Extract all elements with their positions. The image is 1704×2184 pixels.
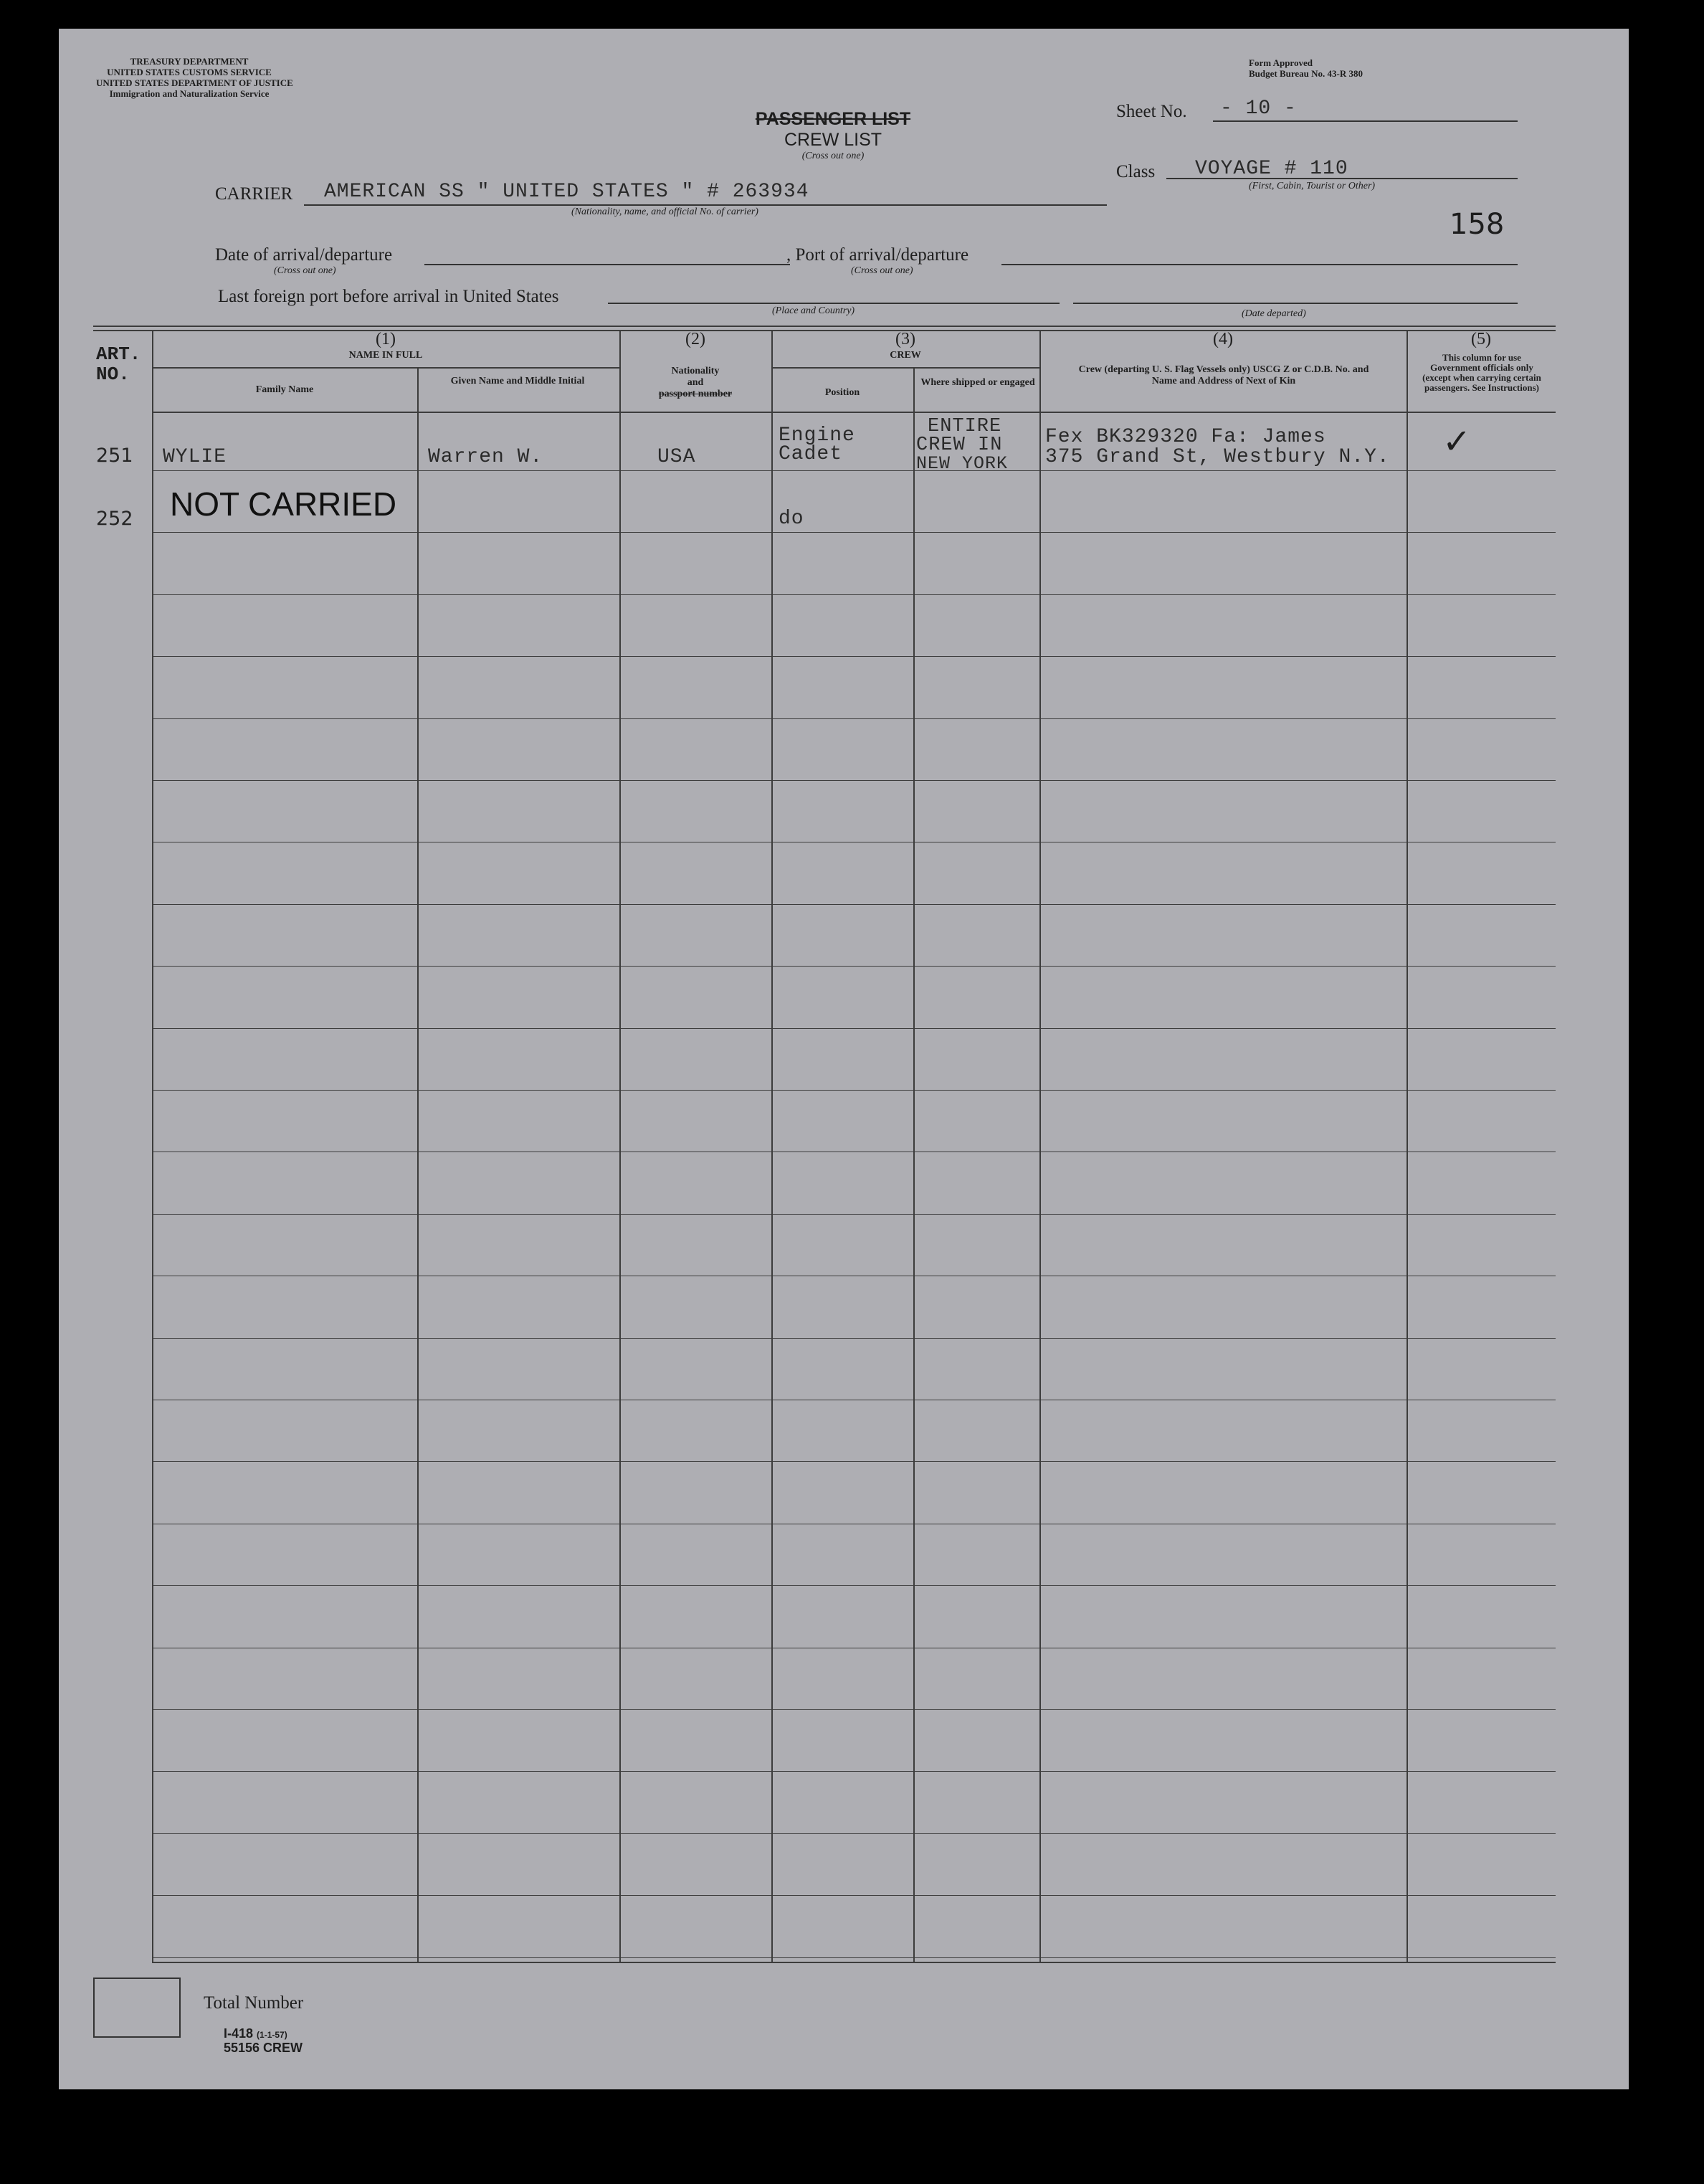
col2-title-line: passport number bbox=[658, 389, 733, 399]
row-rule bbox=[152, 1338, 1556, 1339]
row-rule bbox=[152, 1771, 1556, 1772]
art-number: 252 bbox=[96, 508, 133, 530]
col5-number: (5) bbox=[1471, 330, 1491, 348]
agency-line: Immigration and Naturalization Service bbox=[109, 88, 270, 99]
carrier-label: CARRIER bbox=[215, 184, 293, 204]
col2-title bbox=[619, 366, 771, 400]
row-rule bbox=[152, 532, 1556, 533]
row-rule bbox=[152, 594, 1556, 595]
row-rule bbox=[152, 718, 1556, 719]
last-port-date-note: (Date departed) bbox=[1242, 308, 1306, 319]
position-header: Position bbox=[824, 387, 860, 398]
port-label: , Port of arrival/departure bbox=[786, 245, 969, 265]
approval-line: Form Approved bbox=[1249, 57, 1313, 68]
row-rule bbox=[152, 1090, 1556, 1091]
col3-number: (3) bbox=[895, 330, 915, 348]
col2-number: (2) bbox=[685, 330, 705, 348]
class-label: Class bbox=[1116, 162, 1156, 181]
approval-line: Budget Bureau No. 43-R 380 bbox=[1249, 68, 1363, 79]
where-shipped-cell: ENTIRE bbox=[928, 416, 1002, 437]
row-rule bbox=[152, 1585, 1556, 1586]
form-id: I-418 bbox=[224, 2026, 254, 2041]
row-rule bbox=[152, 904, 1556, 905]
nationality-cell: USA bbox=[657, 446, 696, 468]
col4-number: (4) bbox=[1213, 330, 1233, 348]
page-number: 158 bbox=[1450, 208, 1505, 241]
total-number-label: Total Number bbox=[204, 1993, 304, 2013]
form-date: (1-1-57) bbox=[257, 2030, 287, 2040]
carrier-value: AMERICAN SS " UNITED STATES " # 263934 bbox=[324, 181, 809, 203]
class-value: VOYAGE # 110 bbox=[1195, 158, 1348, 180]
form-title bbox=[733, 109, 933, 162]
form-number bbox=[224, 2026, 287, 2041]
row-rule bbox=[152, 1895, 1556, 1896]
col2-title-line: and bbox=[687, 377, 704, 388]
sheet-label: Sheet No. bbox=[1116, 102, 1187, 121]
row-rule bbox=[152, 656, 1556, 657]
col5-title: This column for use Government officials only (except when carrying certain passengers. See Instructions) bbox=[1422, 352, 1541, 393]
sheet-value: - 10 - bbox=[1220, 98, 1297, 120]
col1-number: (1) bbox=[376, 330, 396, 348]
agency-line: UNITED STATES DEPARTMENT OF JUSTICE bbox=[96, 77, 293, 88]
row-rule bbox=[152, 966, 1556, 967]
next-of-kin-cell: 375 Grand St, Westbury N.Y. bbox=[1045, 446, 1390, 468]
row-rule bbox=[152, 1214, 1556, 1215]
col2-title-line: Nationality bbox=[671, 366, 720, 376]
date-note: (Cross out one) bbox=[274, 265, 336, 276]
col1-title: NAME IN FULL bbox=[348, 350, 423, 361]
last-port-label: Last foreign port before arrival in United States bbox=[218, 287, 559, 306]
date-label: Date of arrival/departure bbox=[215, 245, 393, 265]
where-shipped-cell: CREW IN bbox=[916, 435, 1003, 456]
crew-list-title: CREW LIST bbox=[784, 130, 882, 150]
row-rule bbox=[152, 1833, 1556, 1834]
row-rule bbox=[152, 1028, 1556, 1029]
art-no-header: ART. NO. bbox=[96, 343, 141, 385]
carrier-note: (Nationality, name, and official No. of carrier) bbox=[571, 206, 758, 217]
given-name-header: Given Name and Middle Initial bbox=[450, 376, 585, 386]
passenger-list-title: PASSENGER LIST bbox=[755, 109, 911, 129]
title-note: (Cross out one) bbox=[801, 151, 865, 161]
form-sheet bbox=[59, 29, 1629, 2089]
agency-line: TREASURY DEPARTMENT bbox=[130, 56, 249, 67]
total-number-box bbox=[93, 1978, 181, 2038]
next-of-kin-cell: Fex BK329320 Fa: James bbox=[1045, 426, 1326, 448]
not-carried-stamp: NOT CARRIED bbox=[170, 485, 397, 523]
row-rule bbox=[152, 1461, 1556, 1462]
agency-line: UNITED STATES CUSTOMS SERVICE bbox=[107, 67, 272, 77]
check-mark: ✓ bbox=[1442, 422, 1472, 462]
where-shipped-cell: NEW YORK bbox=[916, 453, 1009, 474]
col3-title: CREW bbox=[890, 350, 921, 361]
position-cell: do bbox=[779, 508, 804, 530]
position-cell: Cadet bbox=[779, 443, 843, 465]
class-note: (First, Cabin, Tourist or Other) bbox=[1249, 181, 1376, 191]
where-shipped-header: Where shipped or engaged bbox=[920, 377, 1035, 388]
row-rule bbox=[152, 780, 1556, 781]
family-name-header: Family Name bbox=[255, 384, 314, 395]
last-port-place-note: (Place and Country) bbox=[772, 305, 855, 316]
row-rule bbox=[152, 1709, 1556, 1710]
agency-block bbox=[96, 56, 293, 99]
form-code: 55156 CREW bbox=[224, 2041, 303, 2055]
position-cell: Engine bbox=[779, 424, 855, 447]
given-name-cell: Warren W. bbox=[428, 446, 543, 468]
row-rule bbox=[152, 1957, 1556, 1958]
family-name-cell: WYLIE bbox=[163, 446, 227, 468]
port-note: (Cross out one) bbox=[851, 265, 913, 276]
approval-block bbox=[1249, 57, 1363, 79]
row-rule bbox=[152, 470, 1556, 471]
col4-title: Crew (departing U. S. Flag Vessels only) USCG Z or C.D.B. No. and Name and Address of Next of Kin bbox=[1078, 364, 1369, 386]
art-number: 251 bbox=[96, 445, 133, 467]
